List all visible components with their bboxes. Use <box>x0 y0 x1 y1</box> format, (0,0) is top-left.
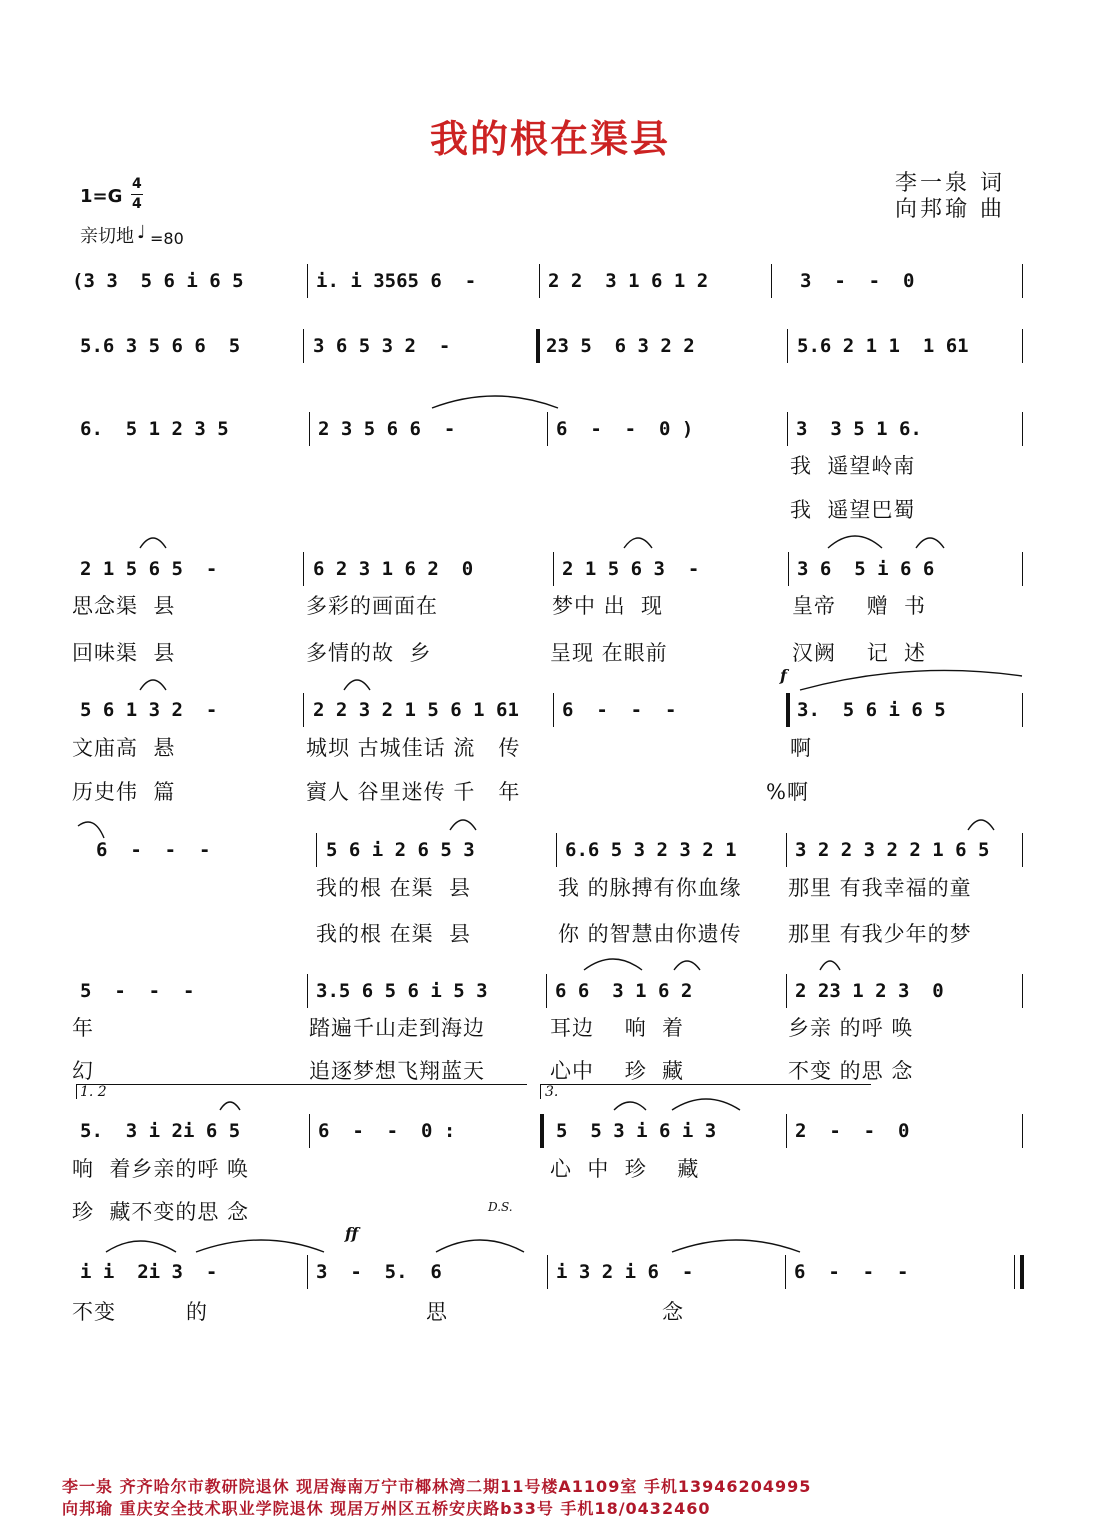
lyric-line: 追逐梦想飞翔蓝天 <box>309 1059 485 1083</box>
lyric-line: 耳边 响 着 <box>550 1016 685 1040</box>
lyric-line: 历史伟 篇 <box>72 780 176 804</box>
slur-arc <box>436 1240 524 1252</box>
measure: 3 2 2 3 2 2 1 6 5 <box>795 839 990 861</box>
lyric-line: 你 的智慧由你遗传 <box>558 922 742 946</box>
slur-arc <box>828 536 882 548</box>
measure: 5. 3 i 2i 6 5 <box>80 1120 241 1142</box>
measure: 6 - - - <box>562 699 677 721</box>
barline <box>309 1114 310 1148</box>
barline <box>303 552 304 586</box>
volta-bracket-3 <box>540 1084 871 1099</box>
measure: 2 2 3 2 1 5 6 1 61 <box>313 699 519 721</box>
lyric-line: 梦中 出 现 <box>552 594 664 618</box>
measure: 3 - 5. 6 <box>316 1261 442 1283</box>
barline <box>553 693 554 727</box>
barline <box>307 264 308 298</box>
lyric-line: 我 的脉搏有你血缘 <box>558 876 742 900</box>
slur-arc <box>584 959 642 970</box>
lyric-line: 我 遥望岭南 <box>790 454 916 478</box>
measure: (3 3 5 6 i 6 5 <box>72 270 244 292</box>
measure: 3 - - 0 <box>800 270 915 292</box>
barline <box>303 693 304 727</box>
quarter-note-icon: ♩ <box>137 222 146 243</box>
measure: 6 - - 0 ) <box>556 418 694 440</box>
barline <box>307 974 308 1008</box>
slur-arc <box>106 1241 176 1252</box>
barline <box>786 974 787 1008</box>
key-signature: 1=G <box>80 186 123 207</box>
barline <box>1022 412 1023 446</box>
time-signature-line <box>131 194 143 195</box>
measure: 2 2 3 1 6 1 2 <box>548 270 709 292</box>
lyric-line: 回味渠 县 <box>72 641 176 665</box>
lyric-line: 多情的故 乡 <box>306 641 432 665</box>
barline <box>556 833 557 867</box>
lyricist-credit: 李一泉 词 <box>895 171 1005 196</box>
lyric-line: 心中 珍 藏 <box>550 1059 685 1083</box>
lyric-line: 珍 藏不变的思 念 <box>72 1200 250 1224</box>
repeat-start-barline <box>536 329 540 363</box>
measure: 6 - - - <box>794 1261 909 1283</box>
slur-arc <box>820 961 840 970</box>
lyric-line: 我 遥望巴蜀 <box>790 498 916 522</box>
barline <box>1022 974 1023 1008</box>
slur-arc <box>78 822 104 838</box>
barline <box>303 329 304 363</box>
final-barline-thin <box>1014 1255 1015 1289</box>
barline <box>788 552 789 586</box>
measure: 6 - - - <box>96 839 211 861</box>
slur-arc <box>140 680 166 690</box>
measure: 3 6 5 3 2 - <box>313 335 451 357</box>
composer-credit: 向邦瑜 曲 <box>895 197 1005 222</box>
measure: 6 2 3 1 6 2 0 <box>313 558 474 580</box>
slur-arc <box>614 1102 646 1110</box>
lyric-line: 的 <box>186 1300 208 1324</box>
lyric-line: 念 <box>662 1300 684 1324</box>
barline <box>539 264 540 298</box>
lyric-line: 思念渠 县 <box>72 594 176 618</box>
measure: 2 3 5 6 6 - <box>318 418 456 440</box>
lyric-line: 踏遍千山走到海边 <box>309 1016 485 1040</box>
tempo-text: 亲切地 <box>80 226 134 247</box>
measure: 2 23 1 2 3 0 <box>795 980 944 1002</box>
barline <box>307 1255 308 1289</box>
final-barline-thick <box>1020 1255 1024 1289</box>
lyric-line: 汉阙 记 述 <box>792 641 927 665</box>
measure: 2 - - 0 <box>795 1120 910 1142</box>
slur-arc <box>450 820 476 830</box>
lyric-line: 呈现 在眼前 <box>550 641 668 665</box>
measure: 23 5 6 3 2 2 <box>546 335 695 357</box>
dal-segno-mark: D.S. <box>488 1200 513 1214</box>
measure: 5.6 3 5 6 6 5 <box>80 335 241 357</box>
barline <box>547 412 548 446</box>
barline <box>1022 833 1023 867</box>
footer-line: 李一泉 齐齐哈尔市教研院退休 现居海南万宁市椰林湾二期11号楼A1109室 手机13946204995 <box>62 1477 812 1496</box>
repeat-end-barline <box>540 1114 544 1148</box>
measure: i i 2i 3 - <box>80 1261 218 1283</box>
measure: 5 - - - <box>80 980 195 1002</box>
barline <box>1022 264 1023 298</box>
lyric-line: 皇帝 赠 书 <box>792 594 927 618</box>
segno-barline <box>786 693 790 727</box>
lyric-line: 心 中 珍 藏 <box>550 1157 700 1181</box>
slur-arc <box>916 538 944 548</box>
barline <box>1022 552 1023 586</box>
volta-label-1: 1. 2 <box>80 1084 107 1100</box>
barline <box>786 833 787 867</box>
dynamic-fortissimo: ff <box>345 1224 359 1243</box>
lyric-line: 那里 有我少年的梦 <box>788 922 972 946</box>
barline <box>309 412 310 446</box>
measure: 3.5 6 5 6 i 5 3 <box>316 980 488 1002</box>
slur-arc <box>344 680 370 690</box>
lyric-line: 那里 有我幸福的童 <box>788 876 972 900</box>
lyric-line: 幻 <box>72 1059 94 1083</box>
slur-arc <box>674 961 700 970</box>
lyric-line: 思 <box>426 1300 448 1324</box>
slur-arc <box>800 670 1022 690</box>
lyric-line: 不变 的思 念 <box>788 1059 914 1083</box>
tie-arc <box>672 1240 800 1252</box>
volta-label-3: 3. <box>545 1084 559 1100</box>
tie-arc <box>432 396 558 408</box>
barline <box>1022 693 1023 727</box>
measure: 3 3 5 1 6. <box>796 418 922 440</box>
measure: 6. 5 1 2 3 5 <box>80 418 229 440</box>
lyric-line: 我的根 在渠 县 <box>316 922 472 946</box>
slur-arc <box>968 820 994 830</box>
barline <box>1022 329 1023 363</box>
time-signature-bottom: 4 <box>132 196 142 212</box>
measure: 6 - - 0 : <box>318 1120 456 1142</box>
barline <box>316 833 317 867</box>
measure: 2 1 5 6 5 - <box>80 558 218 580</box>
lyric-line: 啊 <box>790 736 812 760</box>
measure: 5 6 1 3 2 - <box>80 699 218 721</box>
lyric-line: 我的根 在渠 县 <box>316 876 472 900</box>
slur-arc <box>672 1099 740 1110</box>
measure: 3. 5 6 i 6 5 <box>797 699 946 721</box>
lyric-line: %啊 <box>766 780 809 804</box>
slur-arc <box>140 538 166 548</box>
lyric-line: 賨人 谷里迷传 千 年 <box>306 780 521 804</box>
measure: 3 6 5 i 6 6 <box>797 558 935 580</box>
lyric-line: 乡亲 的呼 唤 <box>788 1016 914 1040</box>
barline <box>787 329 788 363</box>
measure: 2 1 5 6 3 - <box>562 558 700 580</box>
slur-arc <box>220 1102 240 1110</box>
song-title: 我的根在渠县 <box>429 117 670 161</box>
lyric-line: 多彩的画面在 <box>306 594 438 618</box>
barline <box>1022 1114 1023 1148</box>
measure: i 3 2 i 6 - <box>556 1261 694 1283</box>
time-signature-top: 4 <box>132 176 142 192</box>
measure: i. i 3565 6 - <box>316 270 477 292</box>
barline <box>787 412 788 446</box>
measure: 6 6 3 1 6 2 <box>555 980 693 1002</box>
barline <box>771 264 772 298</box>
barline <box>547 1255 548 1289</box>
lyric-line: 响 着乡亲的呼 唤 <box>72 1157 250 1181</box>
measure: 5 6 i 2 6 5 3 <box>326 839 475 861</box>
barline <box>553 552 554 586</box>
lyric-line: 不变 <box>72 1300 116 1324</box>
lyric-line: 城坝 古城佳话 流 传 <box>306 736 521 760</box>
tie-arc <box>196 1240 324 1252</box>
measure: 5 5 3 i 6 i 3 <box>556 1120 717 1142</box>
tempo-value: =80 <box>150 229 184 248</box>
measure: 6.6 5 3 2 3 2 1 <box>565 839 737 861</box>
footer-line: 向邦瑜 重庆安全技术职业学院退休 现居万州区五桥安庆路b33号 手机18/0432460 <box>62 1499 711 1518</box>
measure: 5.6 2 1 1 1 61 <box>797 335 969 357</box>
volta-bracket-1 <box>76 1084 527 1099</box>
barline <box>546 974 547 1008</box>
barline <box>786 1114 787 1148</box>
dynamic-forte: f <box>780 666 787 685</box>
lyric-line: 年 <box>72 1016 94 1040</box>
lyric-line: 文庙高 悬 <box>72 736 176 760</box>
slur-arc <box>624 538 652 548</box>
barline <box>785 1255 786 1289</box>
